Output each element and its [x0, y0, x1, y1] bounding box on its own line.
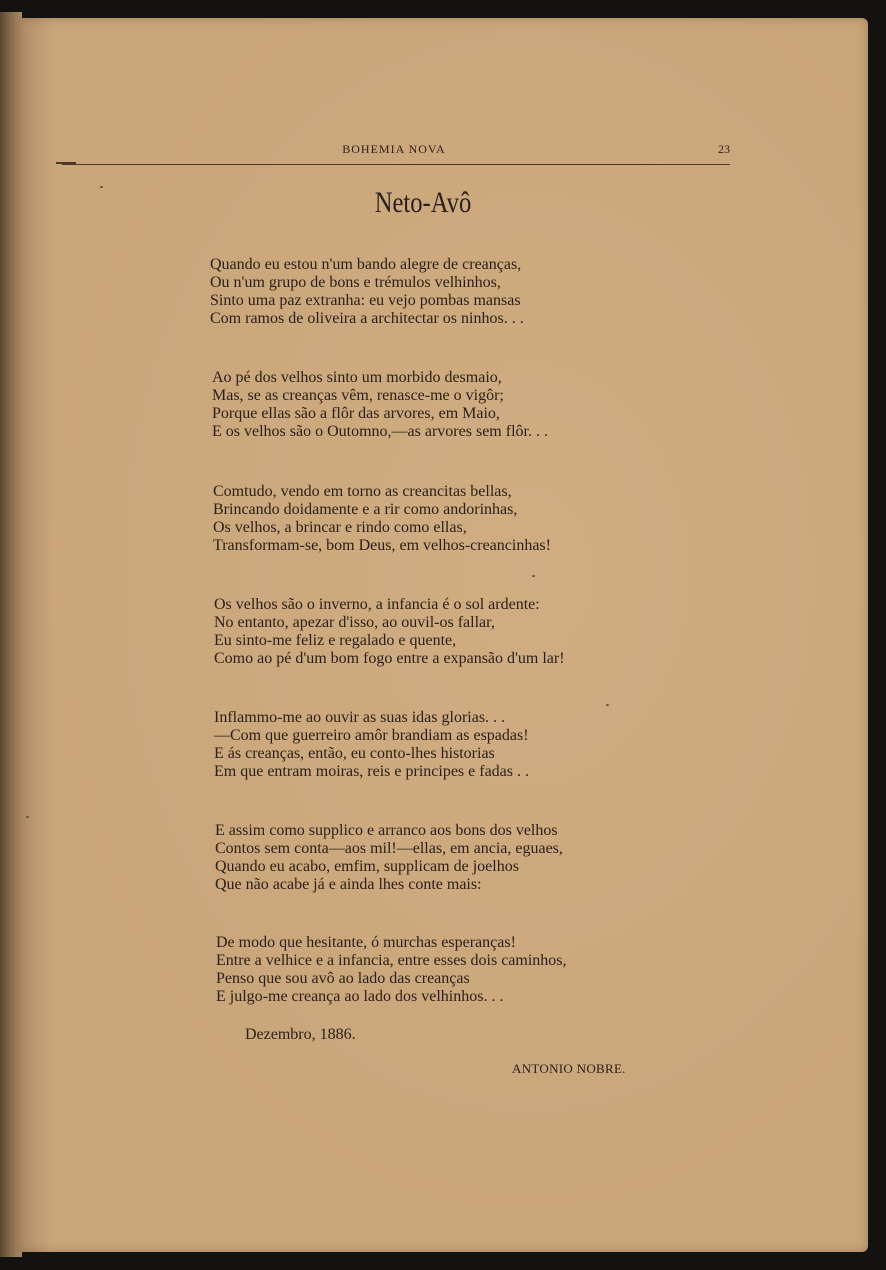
- running-head: [58, 142, 730, 162]
- stanza: [210, 256, 524, 328]
- poem-line: Brincando doidamente e a rir como andorinhas,: [213, 501, 518, 518]
- poem-line: Que não acabe já e ainda lhes conte mais:: [215, 876, 482, 893]
- poem-date: Dezembro, 1886.: [245, 1026, 356, 1043]
- poem-line: Comtudo, vendo em torno as creancitas bellas,: [213, 483, 512, 500]
- paper-speck: [26, 816, 29, 818]
- poem-line: Ao pé dos velhos sinto um morbido desmaio,: [212, 369, 502, 386]
- poem-line: Contos sem conta—aos mil!—ellas, em ancia, eguaes,: [215, 840, 563, 857]
- poem-line: Ou n'um grupo de bons e trémulos velhinhos,: [210, 274, 501, 291]
- poem-line: E julgo-me creança ao lado dos velhinhos. . .: [216, 988, 504, 1005]
- paper-speck: [532, 575, 535, 577]
- poem-line: Porque ellas são a flôr das arvores, em Maio,: [212, 405, 500, 422]
- poem-line: Os velhos, a brincar e rindo como ellas,: [213, 519, 467, 536]
- page-number: 23: [718, 142, 730, 156]
- stanza: [216, 934, 567, 1006]
- poem-title: Neto-Avô: [374, 186, 472, 219]
- poem-line: Penso que sou avô ao lado das creanças: [216, 970, 470, 987]
- stanza: [213, 483, 551, 555]
- stanza: [215, 822, 563, 894]
- poem-line: E os velhos são o Outomno,—as arvores sem flôr. . .: [212, 423, 548, 440]
- poem-line: Mas, se as creanças vêm, renasce-me o vigôr;: [212, 387, 504, 404]
- poem-line: —Com que guerreiro amôr brandiam as espadas!: [214, 727, 529, 744]
- paper-speck: [606, 704, 609, 706]
- poem-line: Transformam-se, bom Deus, em velhos-creancinhas!: [213, 537, 551, 554]
- header-rule: [62, 164, 730, 165]
- poem-line: Como ao pé d'um bom fogo entre a expansão d'um lar!: [214, 650, 565, 667]
- poem-line: Com ramos de oliveira a architectar os ninhos. . .: [210, 310, 524, 327]
- poem-line: Os velhos são o inverno, a infancia é o sol ardente:: [214, 596, 540, 613]
- poem-line: De modo que hesitante, ó murchas esperanças!: [216, 934, 516, 951]
- poem-line: Quando eu acabo, emfim, supplicam de joelhos: [215, 858, 519, 875]
- poem-line: Em que entram moiras, reis e principes e fadas . .: [214, 763, 529, 780]
- poem-line: Quando eu estou n'um bando alegre de creanças,: [210, 256, 522, 273]
- stanza: [212, 369, 548, 441]
- book-page: [18, 18, 868, 1252]
- poem-line: Inflammo-me ao ouvir as suas idas glorias. . .: [214, 709, 506, 726]
- running-title: BOHEMIA NOVA: [342, 142, 446, 156]
- poem-author: ANTONIO NOBRE.: [512, 1061, 626, 1076]
- poem-line: E assim como supplico e arranco aos bons dos velhos: [215, 822, 558, 839]
- poem-line: No entanto, apezar d'isso, ao ouvil-os fallar,: [214, 614, 495, 631]
- poem-line: Entre a velhice e a infancia, entre esses dois caminhos,: [216, 952, 567, 969]
- poem-line: Sinto uma paz extranha: eu vejo pombas mansas: [210, 292, 521, 309]
- stanza: [214, 709, 529, 781]
- paper-speck: [100, 186, 103, 188]
- stanza: [214, 596, 565, 668]
- poem-line: Eu sinto-me feliz e regalado e quente,: [214, 632, 457, 649]
- poem-line: E ás creanças, então, eu conto-lhes historias: [214, 745, 495, 762]
